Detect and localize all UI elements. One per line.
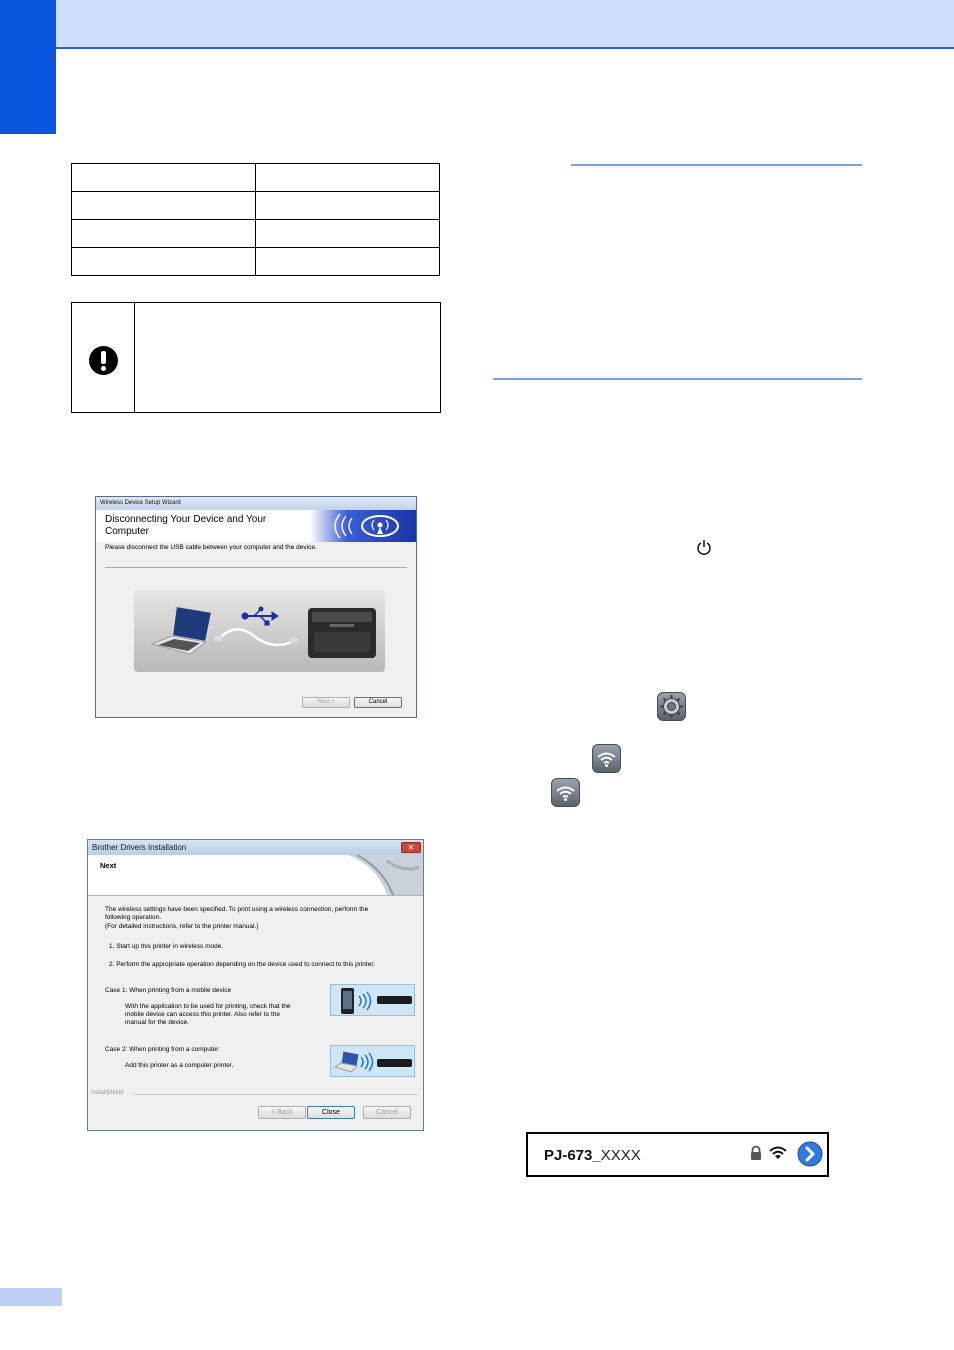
next-button[interactable]: Next > bbox=[302, 697, 350, 708]
brother-titlebar: Brother Drivers Installation bbox=[88, 840, 423, 855]
mobile-printer-icon bbox=[377, 996, 412, 1004]
header-band bbox=[0, 0, 954, 49]
wireless-signal-icon bbox=[310, 510, 416, 542]
case-1-title: Case 1: When printing from a mobile device bbox=[105, 987, 232, 994]
network-name: PJ-673_XXXX bbox=[544, 1147, 641, 1164]
body-line: (For detailed instructions, refer to the printer manual.) bbox=[105, 923, 259, 930]
lock-icon bbox=[749, 1145, 763, 1161]
step-2: 2. Perform the appropriate operation depending on the device used to connect to this printer. bbox=[109, 961, 375, 968]
back-button[interactable]: < Back bbox=[258, 1106, 306, 1119]
wifi-icon bbox=[552, 779, 579, 806]
table-row bbox=[72, 164, 440, 192]
wizard-title: Disconnecting Your Device and Your Computer bbox=[105, 514, 267, 537]
note-rule-bottom bbox=[493, 378, 862, 380]
cancel-button[interactable]: Cancel bbox=[354, 697, 402, 708]
case-1-line: mobile device can access this printer. Also refer to the bbox=[125, 1011, 280, 1018]
page-number-tab bbox=[0, 1288, 62, 1306]
important-note-box bbox=[71, 302, 441, 413]
table-row bbox=[72, 248, 440, 276]
body-line: The wireless settings have been specified. To print using a wireless connection, perform the bbox=[105, 906, 369, 913]
printer-icon bbox=[308, 608, 376, 658]
spec-table bbox=[71, 163, 440, 276]
brother-header bbox=[88, 855, 423, 896]
installshield-separator bbox=[133, 1094, 418, 1095]
case-1-line: With the application to be used for printing, check that the bbox=[125, 1003, 291, 1010]
brother-installation-dialog bbox=[87, 839, 424, 1131]
wizard-dialog bbox=[95, 496, 417, 718]
wireless-waves-icon bbox=[361, 1053, 373, 1071]
wifi-setting-icon bbox=[592, 744, 621, 773]
case-1-line: manual for the device. bbox=[125, 1019, 189, 1026]
gear-icon bbox=[658, 693, 685, 720]
body-line: following operation. bbox=[105, 914, 162, 921]
computer-printing-thumbnail bbox=[330, 1045, 415, 1077]
wireless-waves-icon bbox=[359, 992, 371, 1010]
wizard-instruction: Please disconnect the USB cable between your computer and the device. bbox=[105, 544, 317, 551]
exclamation-icon bbox=[89, 346, 118, 375]
case-2-line: Add this printer as a computer printer. bbox=[125, 1062, 234, 1069]
usb-icon bbox=[242, 607, 278, 625]
note-icon-cell bbox=[72, 303, 135, 412]
case-2-title: Case 2: When printing from a computer bbox=[105, 1046, 219, 1053]
brother-header-title: Next bbox=[100, 861, 117, 870]
settings-app-icon bbox=[657, 692, 686, 721]
wizard-header bbox=[96, 510, 416, 542]
cancel-button[interactable]: Cancel bbox=[363, 1106, 411, 1119]
installshield-label: InstallShield bbox=[91, 1090, 124, 1096]
close-button[interactable]: Close bbox=[307, 1106, 355, 1119]
mobile-printer-icon bbox=[377, 1059, 412, 1067]
mobile-printing-thumbnail bbox=[330, 984, 415, 1016]
wireless-banner bbox=[310, 510, 416, 542]
chapter-tab bbox=[0, 0, 56, 134]
step-1: 1. Start up this printer in wireless mode. bbox=[109, 943, 224, 950]
swoosh-graphic-icon bbox=[347, 855, 423, 895]
note-rule-top bbox=[571, 164, 862, 166]
chevron-right-icon[interactable] bbox=[797, 1141, 823, 1167]
table-row bbox=[72, 192, 440, 220]
power-icon bbox=[696, 539, 712, 556]
wifi-setting-icon bbox=[551, 778, 580, 807]
wizard-titlebar: Wireless Device Setup Wizard bbox=[96, 497, 416, 510]
wizard-separator bbox=[105, 567, 407, 568]
table-row bbox=[72, 220, 440, 248]
wifi-network-row[interactable] bbox=[526, 1132, 829, 1177]
laptop-icon bbox=[152, 606, 212, 654]
wifi-signal-icon bbox=[768, 1145, 788, 1161]
wifi-icon bbox=[593, 745, 620, 772]
usb-disconnect-illustration bbox=[134, 590, 385, 672]
close-icon[interactable]: ✕ bbox=[401, 842, 421, 853]
